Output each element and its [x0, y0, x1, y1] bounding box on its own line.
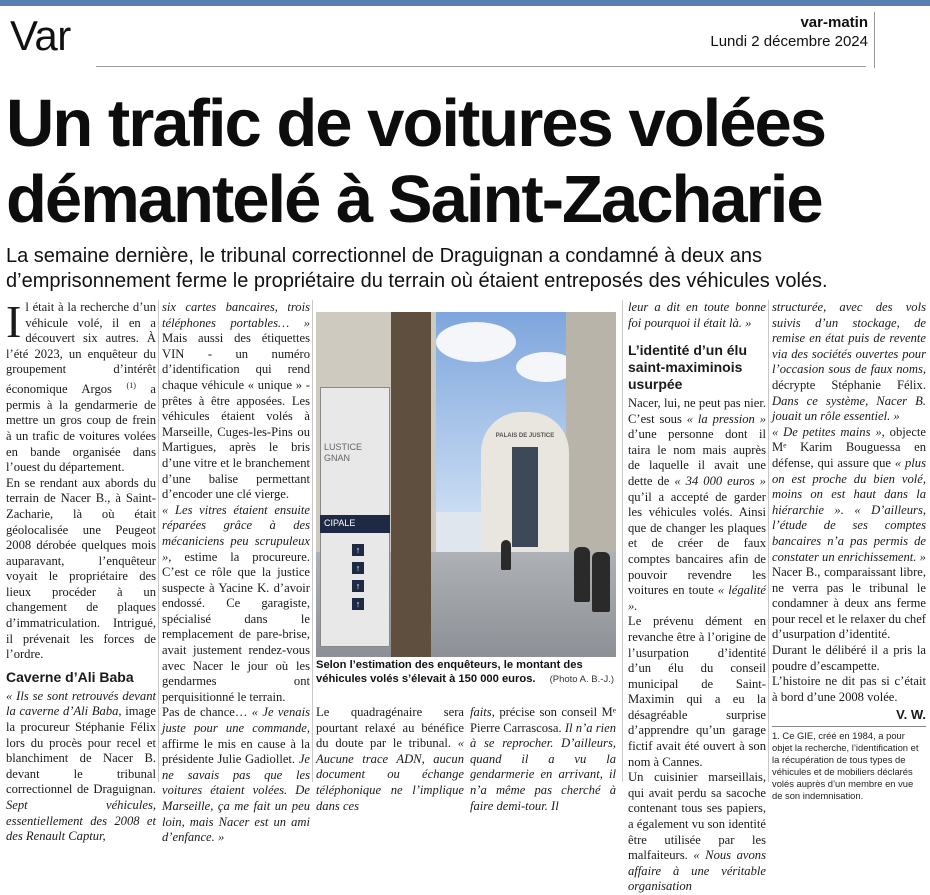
text-run: image la procureur Stéphanie Félix lors du procès pour recel et blanchiment de Nacer B. devant le tribunal correctionnel de Draguignan.: [6, 704, 156, 797]
quote: « De petites mains »,: [772, 424, 885, 439]
header-vertical-rule: [874, 12, 875, 68]
author-signature: V. W.: [896, 707, 926, 723]
article-column-6: [772, 300, 926, 802]
quote: six cartes bancaires, trois téléphones portables… »: [162, 300, 310, 330]
column-rule: [768, 300, 769, 782]
text-run: Pas de chance…: [162, 705, 252, 720]
quote: « Je venais juste pour une commande,: [162, 705, 310, 736]
photo-sign-band: CIPALE: [320, 515, 390, 533]
text-run: objecte Mᵉ Karim Bouguessa en défense, qui assure que: [772, 424, 927, 470]
photo-sign-text: LUSTICE GNAN: [324, 442, 363, 463]
photo-person: [592, 552, 610, 612]
text-run: Un cuisinier marseillais, qui avait perdu sa sacoche contenant tous ses papiers, a également vu son identité être utilisée par les malfaiteurs.: [628, 770, 766, 863]
text-run: affirme le mis en cause à la présidente Julie Gadiollet.: [162, 736, 310, 767]
paragraph: [162, 503, 310, 706]
column-rule: [158, 300, 159, 782]
newspaper-name: var-matin: [800, 14, 868, 31]
quote: faits,: [470, 705, 495, 719]
article-column-2: [162, 300, 310, 846]
text-run: d’une personne dont il taira le nom mais auprès de laquelle il avait une dette de: [628, 427, 766, 488]
paragraph: [6, 296, 156, 476]
article-column-5-continuation: [628, 300, 766, 331]
arrow-up-icon: ↑: [352, 562, 364, 574]
photo-caption: [316, 658, 616, 686]
article-column-4: [470, 705, 616, 814]
quote: « légalité ».: [628, 583, 766, 613]
quote: Il n’a rien à se reprocher. D’ailleurs, quand il a vu la gendarmerie en arrivant, il n’a même pas cherché à faire demi-tour. Il: [470, 720, 616, 813]
quote: « plus on est proche du bien volé, moins on est haut dans la hiérarchie ».: [772, 455, 926, 517]
photo-cloud: [436, 322, 516, 362]
masthead: [710, 14, 868, 52]
paragraph: leur a dit en toute bonne foi pourquoi il était là. »: [628, 300, 766, 330]
quote: Dans ce système, Nacer B. jouait un rôle essentiel. »: [772, 393, 926, 424]
quote: « Nous avons affaire à une véritable organisation: [628, 848, 766, 894]
header-rule: [96, 66, 866, 67]
paragraph: [162, 705, 310, 845]
paragraph: [628, 396, 766, 614]
issue-date: Lundi 2 décembre 2024: [710, 33, 868, 50]
quote: structurée, avec des vols suivis d’un stockage, de remise en état puis de revente via des sociétés ouvertes pour l’occasion sous de faux noms,: [772, 300, 926, 377]
photo-tower-window: [512, 447, 538, 547]
paragraph: [772, 300, 926, 425]
paragraph: [316, 705, 464, 814]
arrow-up-icon: ↑: [352, 580, 364, 592]
text-run: décrypte Stéphanie Félix.: [772, 377, 926, 392]
article-headline: [6, 86, 926, 238]
column-rule: [622, 300, 623, 782]
text-run: qu’il a accepté de garder les véhicules volés. Ainsi que de changer les plaques et de créer de faux comptes bancaires afin de pouvoir revendre les voitures en toute: [628, 489, 766, 598]
paragraph: Durant le délibéré il a pris la poudre d’escampette.: [772, 643, 926, 673]
arrow-up-icon: ↑: [352, 544, 364, 556]
photo-building-label: PALAIS DE JUSTICE: [495, 433, 555, 439]
text-run: a permis à la gendarmerie de mettre un gros coup de frein à un trafic de voitures volées en bande organisée dans l’ouest du département.: [6, 382, 156, 475]
photo-person: [501, 540, 511, 570]
section-title: Var: [10, 12, 71, 59]
text-run: l était à la recherche d’un véhicule volé, il en a découvert six autres. À l’été 2023, un enquêteur du groupement d’intérêt économique Argos: [6, 300, 156, 397]
footnote: 1. Ce GIE, créé en 1984, a pour objet la recherche, l’identification et la récupération de tous types de véhicules et de mobiliers déclarés volés auprès d’un membre en vue de son indemnisation.: [772, 726, 926, 802]
paragraph: Le prévenu dément en revanche être à l’origine de l’usurpation d’identité d’un élu du conseil municipal de Saint-Maximin qui a eu la désagréable surprise d’apprendre qu’un garage fictif avait été ouvert à son nom à Cannes.: [628, 614, 766, 769]
paragraph: [470, 705, 616, 814]
quote: « la pression »: [686, 411, 766, 426]
quote: Je ne savais pas que les voitures étaient volées. De Marseille, ça me fait un peu loin, mais Nacer est un ami d’enfance. »: [162, 752, 310, 845]
column-rule: [312, 300, 313, 782]
quote: « Ils se sont retrouvés devant la caverne d’Ali Baba,: [6, 688, 156, 719]
paragraph: [628, 770, 766, 895]
text-run: Le quadragénaire sera pourtant relaxé au bénéfice du doute par le tribunal.: [316, 705, 464, 751]
paragraph: L’histoire ne dit pas si c’était à bord d’une 2008 volée.: [772, 674, 926, 704]
subheading: Caverne d’Ali Baba: [6, 668, 134, 685]
footnote-ref: (1): [126, 380, 136, 390]
drop-cap: I: [6, 296, 22, 347]
text-run: Mais aussi des étiquettes VIN - un numéro d’identification qui rend chaque véhicule « unique » - prêtes à être apposées. Les véhicules étaient volés à Marseille, Cuges-les-Pins ou Martigues, après le bris d’une vitre et le branchement d’une balise permettant d’encoder une clé vierge.: [162, 331, 310, 502]
text-run: précise son conseil Mᵉ Pierre Carrascosa.: [470, 705, 616, 735]
photo-pillar: [391, 312, 431, 657]
article-column-5: [628, 336, 766, 895]
quote: Sept véhicules, essentiellement des 2008 et des Renault Captur,: [6, 798, 156, 844]
top-color-bar: [0, 0, 930, 6]
article-column-3: [316, 705, 464, 814]
quote: « Aucune trace ADN, aucun document ou échange téléphonique ne l’implique dans ces: [316, 736, 464, 813]
article-column-1: [6, 296, 156, 845]
paragraph: [162, 300, 310, 503]
photo-person: [574, 547, 590, 602]
arrow-up-icon: ↑: [352, 598, 364, 610]
paragraph: Nacer B., comparaissant libre, ne verra pas le tribunal le condamner à deux ans ferme pour recel et le relaxer du chef d’usurpation d’identité.: [772, 565, 926, 642]
photo-credit: (Photo A. B.-J.): [549, 674, 614, 685]
quote: « Les vitres étaient ensuite réparées grâce à des mécaniciens peu scrupuleux »,: [162, 502, 310, 564]
headline-line-2: démantelé à Saint-Zacharie: [6, 162, 822, 237]
paragraph: [6, 689, 156, 845]
article-photo: [316, 312, 616, 657]
article-lede: La semaine dernière, le tribunal correctionnel de Draguignan a condamné à deux ans d’emprisonnement ferme le propriétaire du terrain où étaient entreposés des véhicules volés.: [6, 245, 828, 292]
headline-line-1: Un trafic de voitures volées: [6, 86, 826, 161]
paragraph: En se rendant aux abords du terrain de Nacer B., à Saint-Zacharie, là où était géolocalisée une Peugeot 2008 dérobée quelques mois auparavant, l’enquêteur voyait le propriétaire des lieux procéder à un changement de plaques d’immatriculation. Intrigué, il prévenait les forces de l’ordre.: [6, 475, 156, 662]
subheading: L’identité d’un élu saint-maximinois usurpée: [628, 342, 747, 392]
quote: « D’ailleurs, l’étude de ses comptes bancaires n’a pas permis de constater un enrichissement. »: [772, 502, 926, 564]
quote: « 34 000 euros »: [674, 473, 766, 488]
text-run: estime la procureure. C’est ce rôle que la justice suspecte à Yacine K. d’avoir endossé. Ce garagiste, spécialisé dans le remplacement de pare-brise, avait justement rendez-vous avec Nacer le jour où les gendarmes ont perquisitionné le terrain.: [162, 549, 310, 704]
caption-text: Selon l’estimation des enquêteurs, le montant des véhicules volés s’élevait à 150 000 euros.: [316, 659, 583, 685]
text-run: Nacer, lui, ne peut pas nier. C’est sous: [628, 396, 766, 426]
paragraph: [772, 425, 926, 565]
